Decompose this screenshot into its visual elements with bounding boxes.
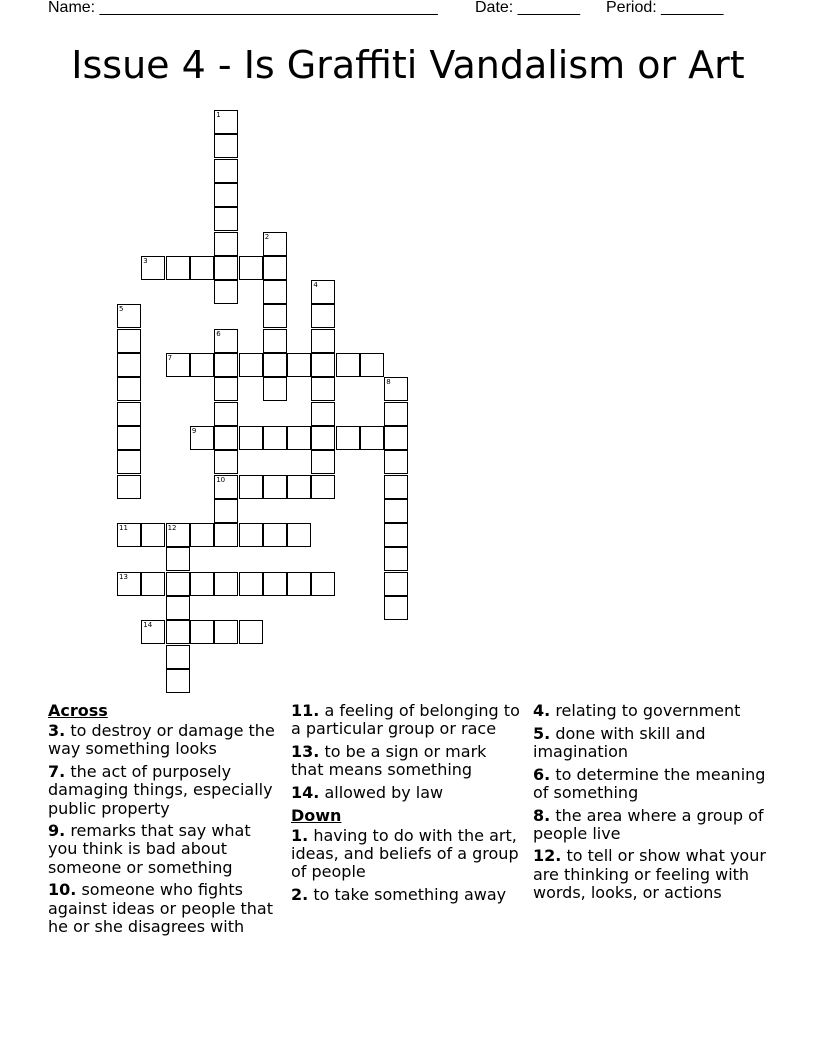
grid-cell[interactable] [214,207,238,231]
grid-cell[interactable] [384,547,408,571]
grid-cell[interactable] [336,426,360,450]
grid-cell[interactable] [214,183,238,207]
clue-number: 1 [216,111,221,119]
grid-cell[interactable] [214,159,238,183]
date-field-label[interactable]: Date: _______ [475,0,580,16]
clue-down-5: 5. done with skill and imagination [533,723,706,761]
grid-cell[interactable] [360,426,384,450]
grid-cell[interactable] [141,572,165,596]
grid-cell[interactable] [214,426,238,450]
clue-across-3: 3. to destroy or damage the way something looks [48,721,275,759]
grid-cell[interactable] [214,402,238,426]
grid-cell[interactable] [287,572,311,596]
clue-number: 4 [313,281,318,290]
clue-number: 11 [119,524,128,533]
grid-cell[interactable] [141,256,165,280]
grid-cell[interactable] [117,572,141,596]
grid-cell[interactable] [190,523,214,547]
grid-cell[interactable] [239,256,263,280]
grid-cell[interactable] [214,232,238,256]
grid-cell[interactable] [190,572,214,596]
clue-number: 13 [119,572,128,581]
clue-number: 8 [386,378,391,387]
grid-cell[interactable] [384,523,408,547]
grid-cell[interactable] [384,450,408,474]
grid-cell[interactable] [117,304,141,328]
grid-cell[interactable] [263,232,287,256]
grid-cell[interactable] [287,523,311,547]
grid-cell[interactable] [214,353,238,377]
grid-cell[interactable] [117,329,141,353]
grid-cell[interactable] [117,426,141,450]
grid-cell[interactable] [239,523,263,547]
grid-cell[interactable] [117,450,141,474]
grid-cell[interactable] [263,280,287,304]
clue-across-10: 10. someone who fights against ideas or people that he or she disagrees with [48,880,273,936]
grid-cell[interactable] [336,353,360,377]
grid-cell[interactable] [263,329,287,353]
clue-number: 14 [143,621,153,630]
grid-cell[interactable] [190,353,214,377]
clue-number: 7 [167,354,173,362]
period-field-label[interactable]: Period: _______ [606,0,724,16]
grid-cell[interactable] [263,256,287,280]
clue-across-7: 7. the act of purposely damaging things, especially public property [48,762,273,818]
grid-cell[interactable] [166,547,190,571]
grid-cell[interactable] [190,426,214,450]
grid-cell[interactable] [190,256,214,280]
grid-cell[interactable] [166,256,190,280]
grid-cell[interactable] [384,402,408,426]
grid-cell[interactable] [214,134,238,158]
grid-cell[interactable] [214,450,238,474]
grid-cell[interactable] [311,280,335,304]
clues-column-3 [533,702,773,907]
grid-cell[interactable] [384,475,408,499]
clue-across-9: 9. remarks that say what you think is bad about someone or something [48,821,251,877]
grid-cell[interactable] [311,402,335,426]
grid-cell[interactable] [214,475,238,499]
grid-cell[interactable] [311,475,335,499]
grid-cell[interactable] [311,353,335,377]
grid-cell[interactable] [214,499,238,523]
clue-number: 5 [119,305,124,314]
grid-cell[interactable] [384,596,408,620]
clue-down-12: 12. to tell or show what your are thinking or feeling with words, looks, or actions [533,846,766,902]
clue-down-2: 2. to take something away [291,884,507,904]
grid-cell[interactable] [166,353,190,377]
grid-cell[interactable] [263,426,287,450]
grid-cell[interactable] [239,426,263,450]
clue-down-8: 8. the area where a group of people live [533,805,764,843]
clue-down-1: 1. having to do with the art, ideas, and beliefs of a group of people [291,825,519,882]
grid-cell[interactable] [311,329,335,353]
grid-cell[interactable] [214,572,238,596]
grid-cell[interactable] [360,353,384,377]
grid-cell[interactable] [166,523,190,547]
grid-cell[interactable] [214,620,238,644]
grid-cell[interactable] [117,402,141,426]
grid-cell[interactable] [263,475,287,499]
clue-across-14: 14. allowed by law [291,782,444,802]
grid-cell[interactable] [287,353,311,377]
page-title: Issue 4 - Is Graffiti Vandalism or Art [71,43,745,87]
clues-column-1 [48,702,284,940]
clue-number: 9 [191,426,197,435]
grid-cell[interactable] [263,572,287,596]
down-heading: Down [291,805,342,825]
grid-cell[interactable] [141,620,165,644]
across-heading: Across [48,701,108,720]
grid-cell[interactable] [214,256,238,280]
grid-cell[interactable] [239,475,263,499]
grid-cell[interactable] [214,110,238,134]
clue-down-6: 6. to determine the meaning of something [533,764,766,802]
grid-cell[interactable] [117,377,141,401]
grid-cell[interactable] [263,304,287,328]
grid-cell[interactable] [166,645,190,669]
grid-cell[interactable] [166,572,190,596]
grid-cell[interactable] [214,280,238,304]
grid-cell[interactable] [311,450,335,474]
grid-cell[interactable] [214,377,238,401]
grid-cell[interactable] [384,377,408,401]
grid-cell[interactable] [214,329,238,353]
grid-cell[interactable] [311,377,335,401]
grid-cell[interactable] [384,499,408,523]
clue-number: 6 [216,329,221,338]
grid-cell[interactable] [214,523,238,547]
grid-cell[interactable] [287,426,311,450]
grid-cell[interactable] [117,353,141,377]
grid-cell[interactable] [166,596,190,620]
name-field-label[interactable]: Name: ______________________________________ [48,0,438,16]
grid-cell[interactable] [384,572,408,596]
grid-cell[interactable] [311,572,335,596]
clue-number: 10 [216,475,226,484]
grid-cell[interactable] [384,426,408,450]
clue-down-4: 4. relating to government [533,701,741,720]
clue-number: 2 [264,232,270,241]
grid-cell[interactable] [239,353,263,377]
clues-column-2 [291,702,523,909]
grid-cell[interactable] [287,475,311,499]
clue-across-13: 13. to be a sign or mark that means something [291,741,487,780]
grid-cell[interactable] [239,620,263,644]
grid-cell[interactable] [190,620,214,644]
grid-cell[interactable] [117,475,141,499]
grid-cell[interactable] [311,304,335,328]
grid-cell[interactable] [263,523,287,547]
grid-cell[interactable] [141,523,165,547]
clue-number: 3 [143,256,148,265]
grid-cell[interactable] [263,353,287,377]
grid-cell[interactable] [117,523,141,547]
grid-cell[interactable] [166,620,190,644]
grid-cell[interactable] [311,426,335,450]
grid-cell[interactable] [263,377,287,401]
grid-cell[interactable] [166,669,190,693]
clue-across-11: 11. a feeling of belonging to a particular group or race [291,701,520,739]
clue-number: 12 [167,524,177,533]
grid-cell[interactable] [239,572,263,596]
